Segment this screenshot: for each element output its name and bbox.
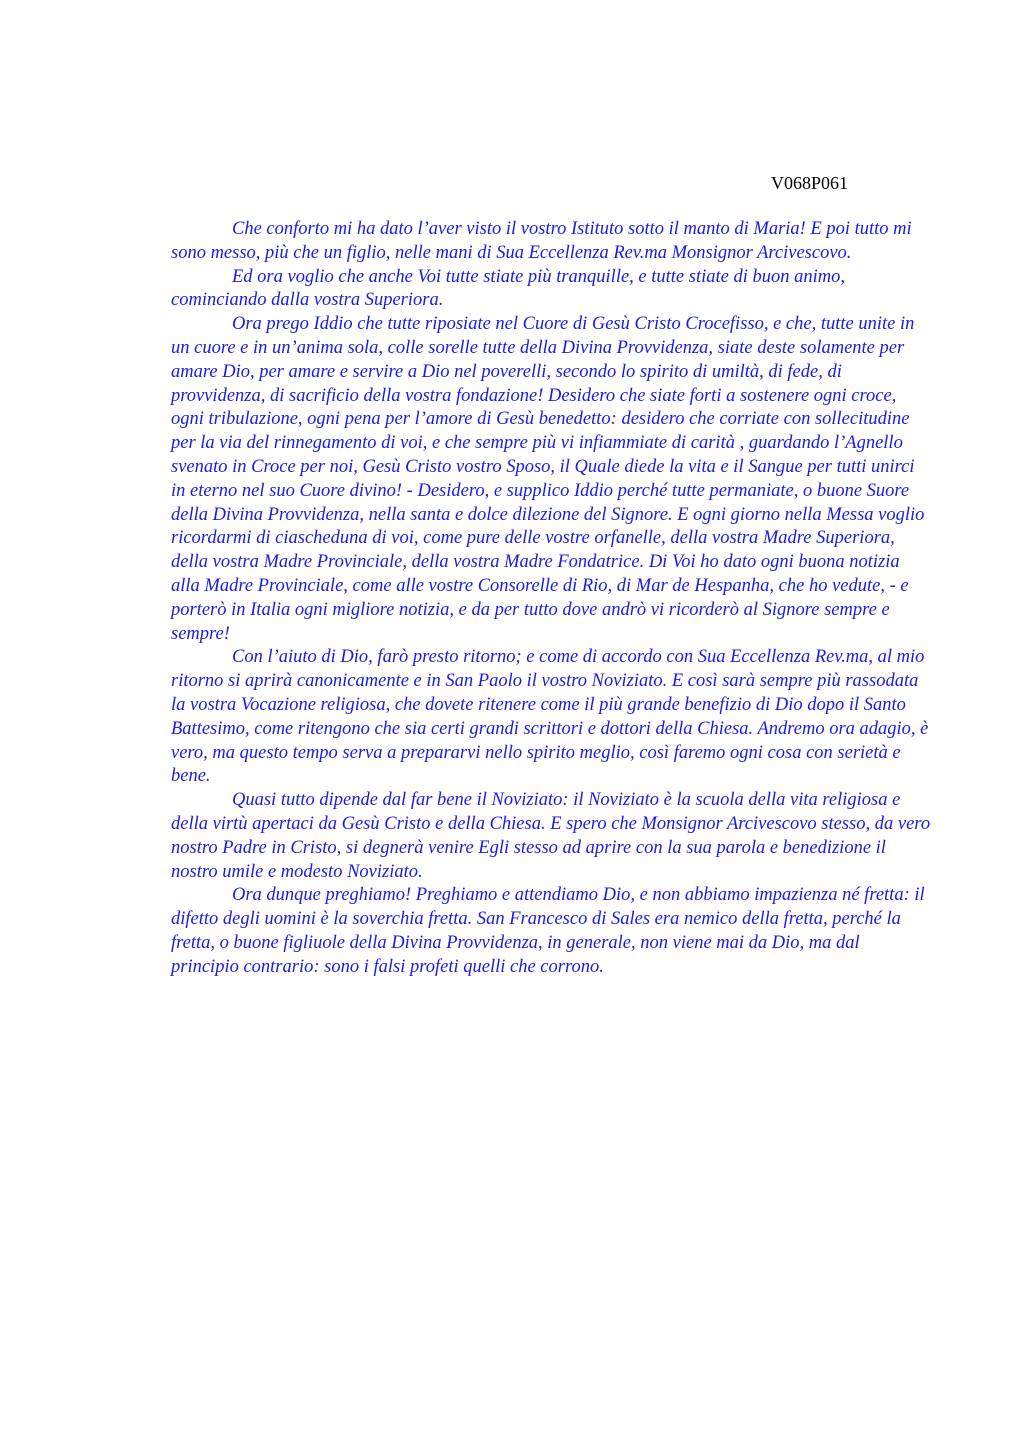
- letter-body: [171, 218, 931, 980]
- paragraph: Che conforto mi ha dato l’aver visto il vostro Istituto sotto il manto di Maria! E poi tutto mi sono messo, più che un figlio, nelle mani di Sua Eccellenza Rev.ma Monsignor Arcivescovo.: [171, 219, 912, 263]
- paragraph: Ora dunque preghiamo! Preghiamo e attendiamo Dio, e non abbiamo impazienza né fretta: il difetto degli uomini è la soverchia fretta. San Francesco di Sales era nemico della fretta, perché la fretta, o buone figliuole della Divina Provvidenza, in generale, non viene mai da Dio, ma dal principio contrario: sono i falsi profeti quelli che corrono.: [171, 885, 925, 977]
- paragraph: Con l’aiuto di Dio, farò presto ritorno; e come di accordo con Sua Eccellenza Rev.ma, al mio ritorno si aprirà canonicamente e in San Paolo il vostro Noviziato. E così sarà sempre più rassodata la vostra Vocazione religiosa, che dovete ritenere come il più grande benefizio di Dio dopo il Santo Battesimo, come ritengono che sia certi grandi scrittori e dottori della Chiesa. Andremo ora adagio, è vero, ma questo tempo serva a prepararvi nello spirito meglio, così faremo ogni cosa con serietà e bene.: [171, 647, 929, 787]
- paragraph: Ora prego Iddio che tutte riposiate nel Cuore di Gesù Cristo Crocefisso, e che, tutte unite in un cuore e in un’anima sola, colle sorelle tutte della Divina Provvidenza, siate deste solamente per amare Dio, per amare e servire a Dio nel poverelli, secondo lo spirito di umiltà, di fede, di provvidenza, di sacrificio della vostra fondazione! Desidero che siate forti a sostenere ogni croce, ogni tribulazione, ogni pena per l’amore di Gesù benedetto: desidero che corriate con sollecitudine per la via del rinnegamento di voi, e che sempre più vi infiammiate di carità , guardando l’Agnello svenato in Croce per noi, Gesù Cristo vostro Sposo, il Quale diede la vita e il Sangue per tutti unirci in eterno nel suo Cuore divino! - Desidero, e supplico Iddio perché tutte permaniate, o buone Suore della Divina Provvidenza, nella santa e dolce dilezione del Signore. E ogni giorno nella Messa voglio ricordarmi di ciascheduna di voi, come pure delle vostre orfanelle, della vostra Madre Superiora, della vostra Madre Provinciale, della vostra Madre Fondatrice. Di Voi ho dato ogni buona notizia alla Madre Provinciale, come alle vostre Consorelle di Rio, di Mar de Hespanha, che ho vedute, - e porterò in Italia ogni migliore notizia, e da per tutto dove andrò vi ricorderò al Signore sempre e sempre!: [171, 314, 925, 644]
- page-code: V068P061: [771, 173, 849, 193]
- paragraph: Quasi tutto dipende dal far bene il Noviziato: il Noviziato è la scuola della vita religiosa e della virtù apertaci da Gesù Cristo e della Chiesa. E spero che Monsignor Arcivescovo stesso, da vero nostro Padre in Cristo, si degnerà venire Egli stesso ad aprire con la sua parola e benedizione il nostro umile e modesto Noviziato.: [171, 790, 931, 882]
- paragraph: Ed ora voglio che anche Voi tutte stiate più tranquille, e tutte stiate di buon animo, cominciando dalla vostra Superiora.: [171, 266, 845, 311]
